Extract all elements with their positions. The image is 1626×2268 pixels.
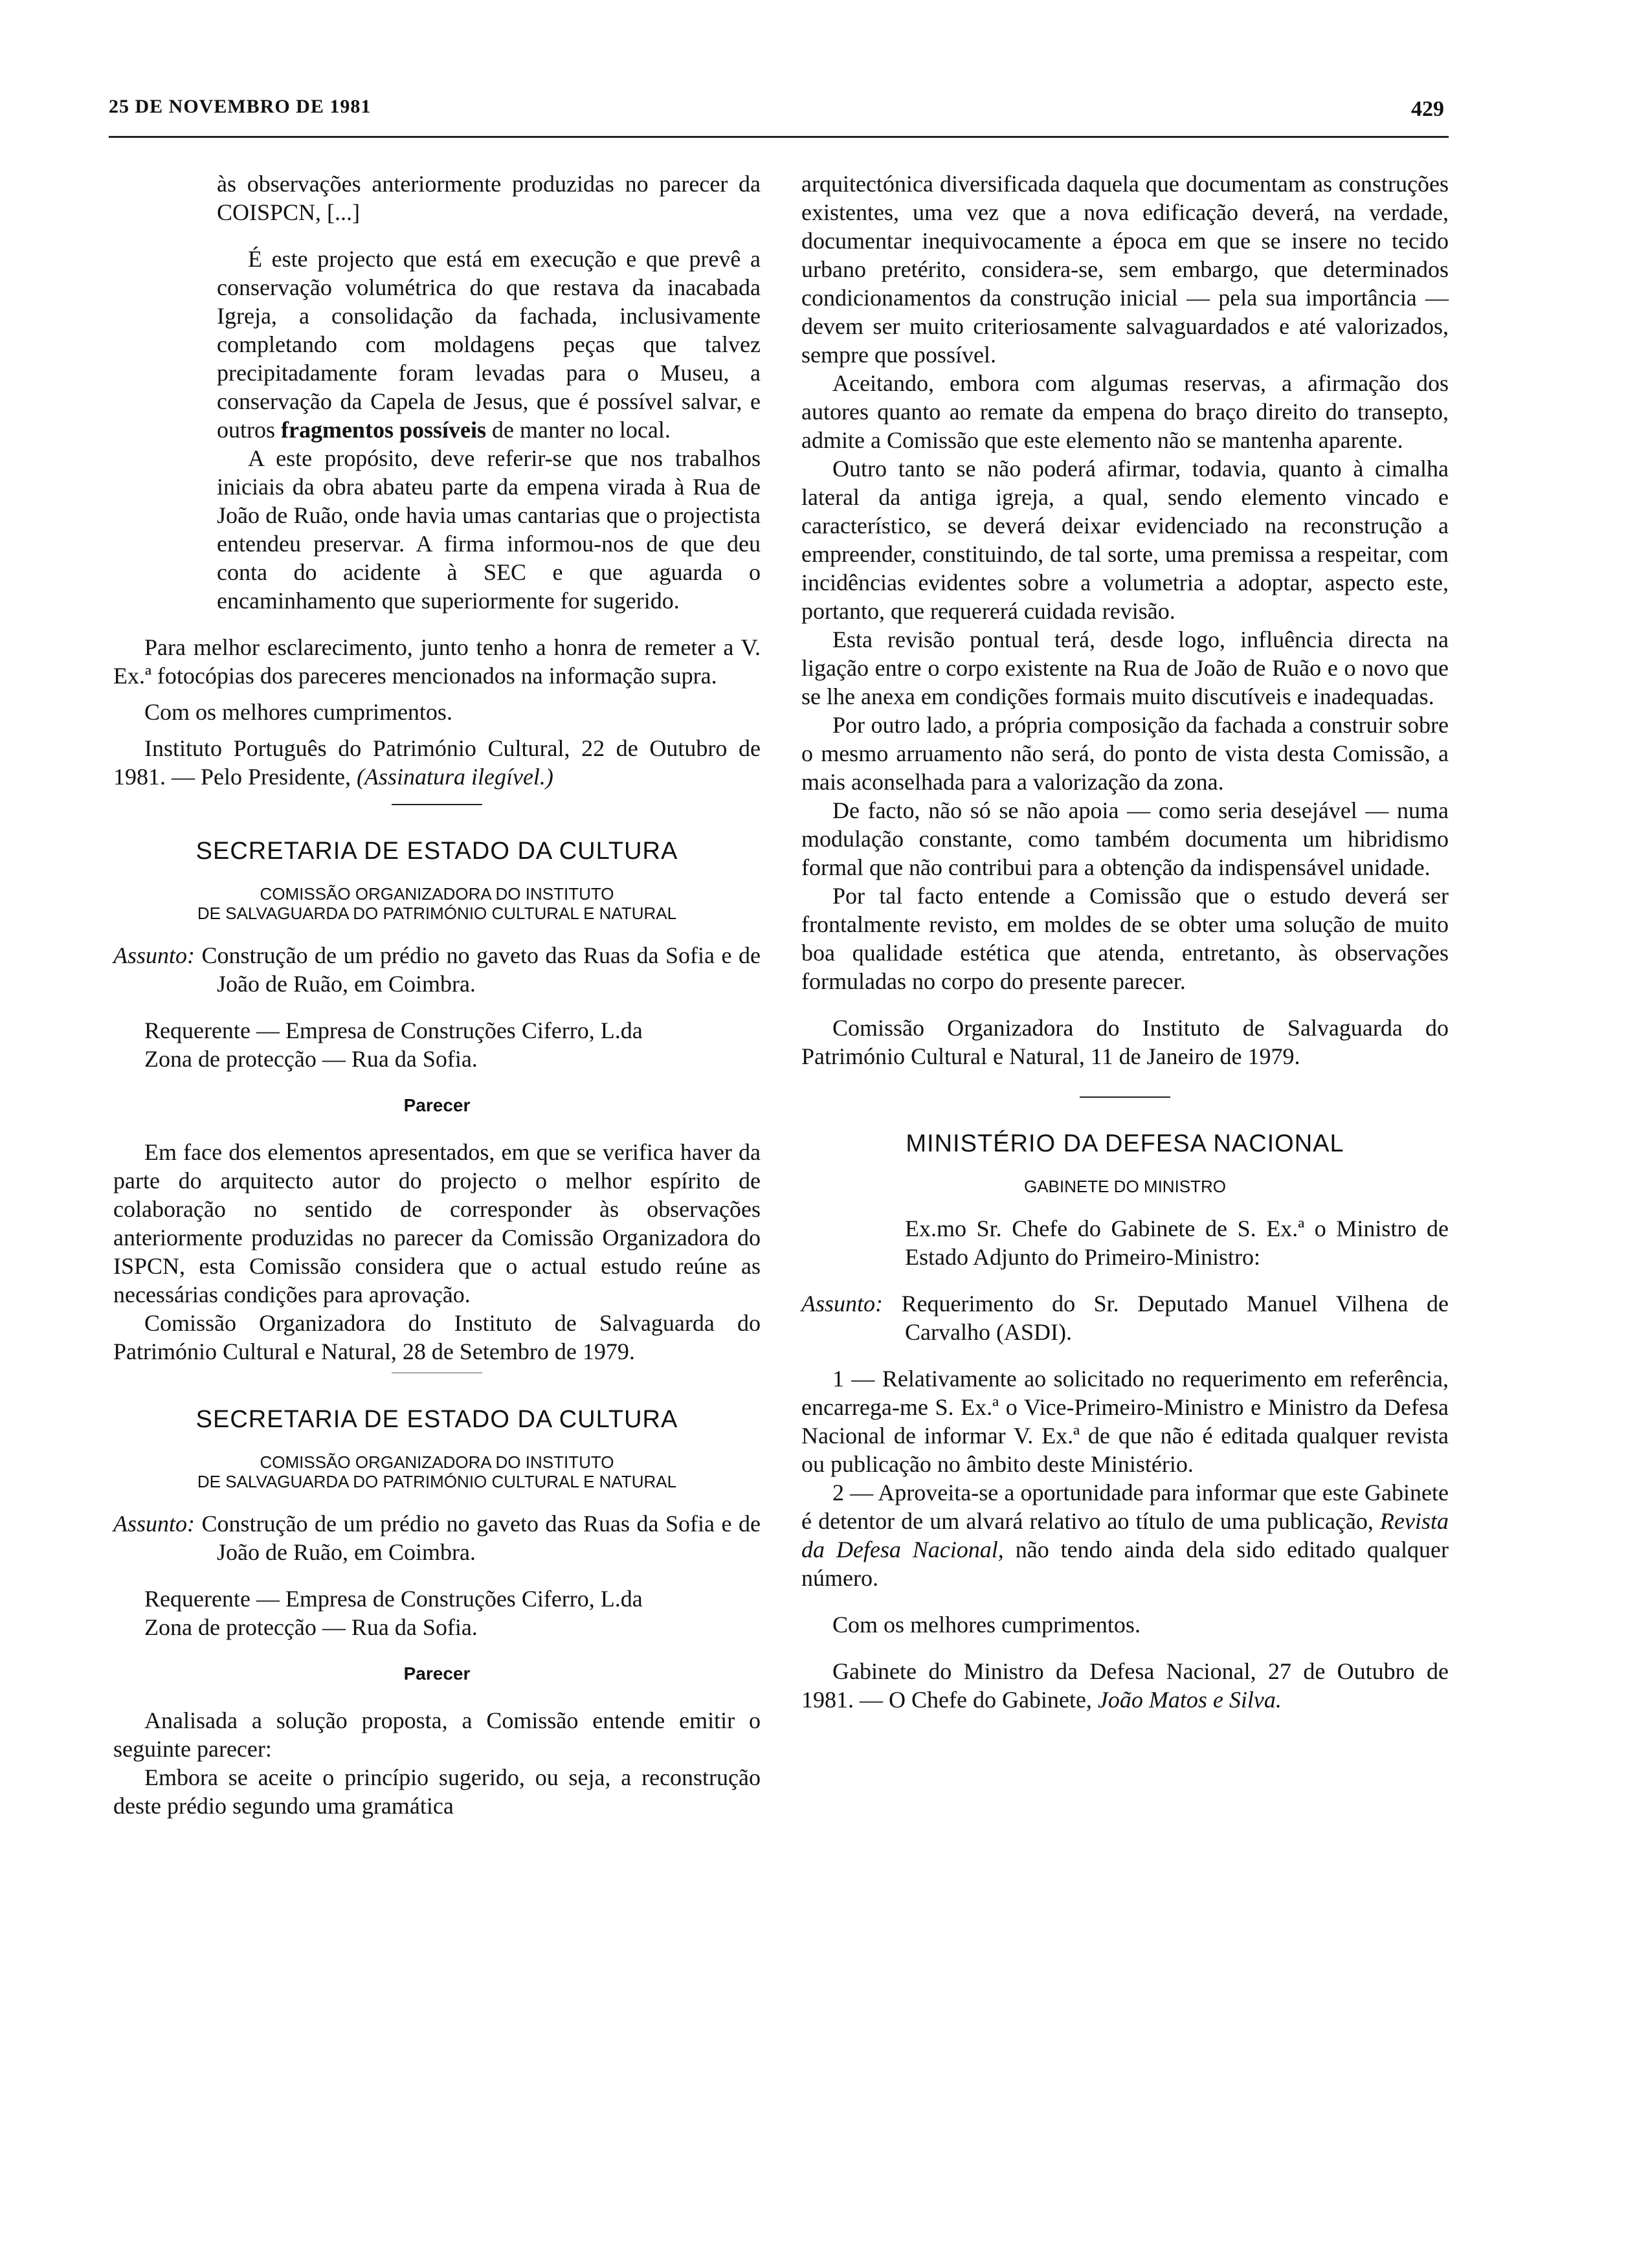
right-column bbox=[801, 170, 1449, 1714]
section-divider bbox=[392, 804, 482, 805]
header-date: 25 DE NOVEMBRO DE 1981 bbox=[109, 96, 372, 117]
quote-paragraph: às observações anteriormente produzidas no parecer da COISPCN, [...] bbox=[217, 171, 761, 225]
text-run: Instituto Português do Património Cultural, 22 de Outubro de 1981. — Pelo Presidente, bbox=[113, 735, 761, 790]
section-subtitle: DE SALVAGUARDA DO PATRIMÓNIO CULTURAL E NATURAL bbox=[197, 1472, 677, 1491]
assunto-text: Construção de um prédio no gaveto das Ruas da Sofia e de João de Ruão, em Coimbra. bbox=[195, 942, 761, 997]
section-subtitle: COMISSÃO ORGANIZADORA DO INSTITUTO bbox=[260, 884, 614, 904]
italic-text: Revista da Defesa Nacional, bbox=[801, 1508, 1449, 1562]
quote-paragraph: A este propósito, deve referir-se que nos trabalhos iniciais da obra abateu parte da empena virada à Rua de João de Ruão, onde havia umas cantarias que o projectista entendeu preservar. A firma informou-nos de que deu conta do acidente à SEC e que aguarda o encaminhamento que superiormente for sugerido. bbox=[217, 445, 761, 614]
paragraph: Com os melhores cumprimentos. bbox=[832, 1612, 1141, 1638]
signature-paragraph bbox=[801, 1657, 1449, 1714]
section-title: MINISTÉRIO DA DEFESA NACIONAL bbox=[906, 1130, 1344, 1157]
requerente-line: Requerente — Empresa de Construções Ciferro, L.da bbox=[144, 1017, 643, 1043]
assunto-line bbox=[113, 941, 761, 998]
paragraph: Aceitando, embora com algumas reservas, a afirmação dos autores quanto ao remate da empena do braço direito do transepto, admite a Comissão que este elemento não se mantenha aparente. bbox=[801, 370, 1449, 453]
section-divider bbox=[1080, 1096, 1170, 1098]
paragraph: Outro tanto se não poderá afirmar, todavia, quanto à cimalha lateral da antiga igreja, a qual, sendo elemento vincado e característico, se deverá deixar evidenciado na reconstrução a empreender, constituindo, de tal sorte, uma premissa a respeitar, com incidências evidentes sobre a volumetria a adoptar, aspecto este, portanto, que requererá cuidada revisão. bbox=[801, 456, 1449, 624]
assunto-line bbox=[113, 1509, 761, 1566]
text-run: Gabinete do Ministro da Defesa Nacional, 27 de Outubro de 1981. — O Chefe do Gabinete, bbox=[801, 1658, 1449, 1713]
section-subtitle: COMISSÃO ORGANIZADORA DO INSTITUTO bbox=[260, 1452, 614, 1472]
paragraph: Com os melhores cumprimentos. bbox=[144, 699, 452, 725]
header-rule bbox=[109, 136, 1449, 138]
quote-paragraph bbox=[113, 245, 761, 444]
paragraph: Por outro lado, a própria composição da fachada a construir sobre o mesmo arruamento não será, do ponto de vista desta Comissão, a mais aconselhada para a valorização da zona. bbox=[801, 712, 1449, 795]
section-subtitle: GABINETE DO MINISTRO bbox=[1023, 1177, 1227, 1196]
parecer-heading: Parecer bbox=[403, 1663, 471, 1684]
paragraph: Comissão Organizadora do Instituto de Salvaguarda do Património Cultural e Natural, 28 de Setembro de 1979. bbox=[113, 1310, 761, 1364]
paragraph: arquitectónica diversificada daquela que documentam as construções existentes, uma vez que a nova edificação deverá, na verdade, documentar inequivocamente a época em que se insere no tecido urbano pretérito, considera-se, sem embargo, que determinados condicionamentos da construção inicial — pela sua importância — devem ser muito criteriosamente salvaguardados e até valorizados, sempre que possível. bbox=[801, 171, 1449, 368]
italic-text: João Matos e Silva. bbox=[1097, 1687, 1282, 1713]
section-title: SECRETARIA DE ESTADO DA CULTURA bbox=[195, 838, 678, 865]
page-number: 429 bbox=[1411, 97, 1444, 121]
paragraph: Analisada a solução proposta, a Comissão entende emitir o seguinte parecer: bbox=[113, 1707, 761, 1762]
addressee: Ex.mo Sr. Chefe do Gabinete de S. Ex.ª o Ministro de Estado Adjunto do Primeiro-Ministro: bbox=[905, 1216, 1449, 1270]
paragraph: 1 — Relativamente ao solicitado no requerimento em referência, encarrega-me S. Ex.ª o Vice-Primeiro-Ministro e Ministro da Defesa Nacional de informar V. Ex.ª de que não é editada qualquer revista ou publicação no âmbito deste Ministério. bbox=[801, 1366, 1449, 1477]
parecer-heading: Parecer bbox=[403, 1095, 471, 1115]
assunto-text: Construção de um prédio no gaveto das Ruas da Sofia e de João de Ruão, em Coimbra. bbox=[195, 1511, 761, 1565]
section-divider bbox=[392, 1372, 482, 1373]
paragraph: Esta revisão pontual terá, desde logo, influência directa na ligação entre o corpo existente na Rua de João de Ruão e o novo que se lhe anexa em condições formais muito discutíveis e inadequadas. bbox=[801, 627, 1449, 709]
zona-line: Zona de protecção — Rua da Sofia. bbox=[144, 1046, 478, 1072]
assunto-line bbox=[801, 1289, 1449, 1346]
assunto-label: Assunto: bbox=[113, 942, 195, 968]
paragraph: De facto, não só se não apoia — como seria desejável — numa modulação constante, como também documenta um hibridismo formal que não contribui para a obtenção da indispensável unidade. bbox=[801, 797, 1449, 880]
zona-line: Zona de protecção — Rua da Sofia. bbox=[144, 1614, 478, 1640]
text-run: É este projecto que está em execução e que prevê a conservação volumétrica do que restava da inacabada Igreja, a consolidação da fachada, inclusivamente completando com moldagens peças que talvez precipitadamente foram levadas para o Museu, a conservação da Capela de Jesus, que é possível salvar, e outros bbox=[217, 246, 761, 443]
left-column bbox=[113, 170, 761, 1820]
paragraph: Embora se aceite o princípio sugerido, ou seja, a reconstrução deste prédio segundo uma gramática bbox=[113, 1764, 761, 1819]
section-title: SECRETARIA DE ESTADO DA CULTURA bbox=[195, 1406, 678, 1433]
assunto-text: Requerimento do Sr. Deputado Manuel Vilhena de Carvalho (ASDI). bbox=[883, 1291, 1449, 1345]
paragraph: Comissão Organizadora do Instituto de Salvaguarda do Património Cultural e Natural, 11 de Janeiro de 1979. bbox=[801, 1015, 1449, 1069]
assunto-label: Assunto: bbox=[113, 1511, 195, 1537]
paragraph: Para melhor esclarecimento, junto tenho a honra de remeter a V. Ex.ª fotocópias dos pareceres mencionados na informação supra. bbox=[113, 634, 761, 689]
section-subtitle: DE SALVAGUARDA DO PATRIMÓNIO CULTURAL E NATURAL bbox=[197, 904, 677, 923]
text-run: 2 — Aproveita-se a oportunidade para informar que este Gabinete é detentor de um alvará relativo ao título de uma publicação, bbox=[801, 1480, 1449, 1534]
italic-text: (Assinatura ilegível.) bbox=[356, 764, 553, 790]
paragraph: Em face dos elementos apresentados, em que se verifica haver da parte do arquitecto autor do projecto o melhor espírito de colaboração no sentido de corresponder às observações anteriormente produzidas no parecer da Comissão Organizadora do ISPCN, esta Comissão considera que o actual estudo reúne as necessárias condições para aprovação. bbox=[113, 1139, 761, 1307]
assunto-label: Assunto: bbox=[801, 1291, 883, 1317]
paragraph: Por tal facto entende a Comissão que o estudo deverá ser frontalmente revisto, em moldes de se obter uma solução de muito boa qualidade estética que atenda, entretanto, às observações formuladas no corpo do presente parecer. bbox=[801, 883, 1449, 994]
paragraph bbox=[801, 1478, 1449, 1592]
text-run: de manter no local. bbox=[486, 417, 671, 443]
text-run: não tendo ainda dela sido editado qualquer número. bbox=[801, 1537, 1449, 1591]
requerente-line: Requerente — Empresa de Construções Ciferro, L.da bbox=[144, 1586, 643, 1612]
signature-paragraph bbox=[113, 734, 761, 791]
bold-text: fragmentos possíveis bbox=[281, 417, 486, 443]
